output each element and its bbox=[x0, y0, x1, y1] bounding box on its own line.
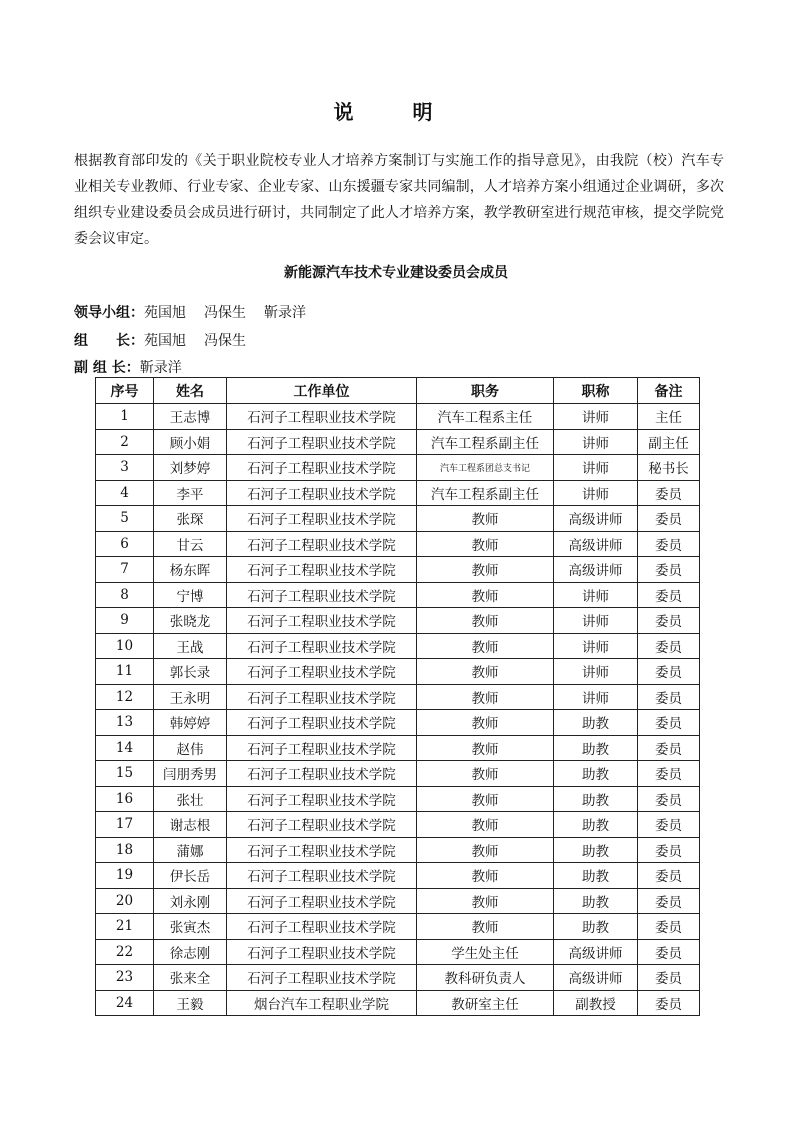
intro-paragraph: 根据教育部印发的《关于职业院校专业人才培养方案制订与实施工作的指导意见》，由我院（校）汽车专业相关专业教师、行业专家、企业专家、山东援疆专家共同编制，人才培养方案小组通过企业调研，多次组织专业建设委员会成员进行研讨，共同制定了此人才培养方案，教学教研室进行规范审核，提交学院党委会议审定。 bbox=[74, 153, 724, 247]
cell-title: 助教 bbox=[554, 888, 638, 914]
cell-index: 18 bbox=[96, 837, 154, 863]
cell-remark: 委员 bbox=[638, 761, 700, 787]
cell-position: 教师 bbox=[417, 582, 554, 608]
cell-title: 高级讲师 bbox=[554, 557, 638, 583]
cell-position: 教师 bbox=[417, 531, 554, 557]
cell-remark: 委员 bbox=[638, 659, 700, 685]
col-header-remark: 备注 bbox=[638, 378, 700, 404]
table-row bbox=[96, 863, 700, 889]
cell-position: 教师 bbox=[417, 888, 554, 914]
table-row bbox=[96, 429, 700, 455]
roster-label: 组 长： bbox=[74, 333, 144, 349]
table-row bbox=[96, 633, 700, 659]
cell-title: 讲师 bbox=[554, 582, 638, 608]
table-row bbox=[96, 939, 700, 965]
cell-position: 教科研负责人 bbox=[417, 965, 554, 991]
cell-remark: 主任 bbox=[638, 404, 700, 430]
cell-name: 王志博 bbox=[154, 404, 227, 430]
cell-title: 助教 bbox=[554, 735, 638, 761]
cell-name: 王战 bbox=[154, 633, 227, 659]
cell-title: 讲师 bbox=[554, 455, 638, 481]
table-row bbox=[96, 582, 700, 608]
table-header-row bbox=[96, 378, 700, 404]
cell-remark: 委员 bbox=[638, 812, 700, 838]
cell-name: 徐志刚 bbox=[154, 939, 227, 965]
cell-remark: 委员 bbox=[638, 608, 700, 634]
cell-unit: 石河子工程职业技术学院 bbox=[227, 531, 417, 557]
cell-title: 助教 bbox=[554, 710, 638, 736]
cell-remark: 委员 bbox=[638, 531, 700, 557]
cell-unit: 石河子工程职业技术学院 bbox=[227, 480, 417, 506]
cell-index: 5 bbox=[96, 506, 154, 532]
committee-title: 新能源汽车技术专业建设委员会成员 bbox=[284, 265, 508, 281]
cell-index: 10 bbox=[96, 633, 154, 659]
cell-name: 韩婷婷 bbox=[154, 710, 227, 736]
cell-title: 助教 bbox=[554, 837, 638, 863]
table-row bbox=[96, 812, 700, 838]
cell-index: 16 bbox=[96, 786, 154, 812]
cell-name: 张来全 bbox=[154, 965, 227, 991]
cell-remark: 秘书长 bbox=[638, 455, 700, 481]
cell-remark: 委员 bbox=[638, 633, 700, 659]
cell-index: 24 bbox=[96, 990, 154, 1016]
committee-table bbox=[95, 377, 700, 1016]
table-row bbox=[96, 506, 700, 532]
cell-name: 宁博 bbox=[154, 582, 227, 608]
cell-unit: 石河子工程职业技术学院 bbox=[227, 863, 417, 889]
cell-title: 助教 bbox=[554, 812, 638, 838]
col-header-position: 职务 bbox=[417, 378, 554, 404]
cell-position: 教研室主任 bbox=[417, 990, 554, 1016]
table-row bbox=[96, 965, 700, 991]
roster-line-deputy bbox=[74, 357, 200, 377]
roster-member: 靳录洋 bbox=[264, 305, 306, 321]
cell-remark: 委员 bbox=[638, 965, 700, 991]
cell-position: 教师 bbox=[417, 863, 554, 889]
cell-remark: 委员 bbox=[638, 480, 700, 506]
cell-title: 高级讲师 bbox=[554, 939, 638, 965]
table-row bbox=[96, 990, 700, 1016]
roster-member: 苑国旭 bbox=[144, 305, 186, 321]
cell-title: 助教 bbox=[554, 786, 638, 812]
cell-index: 19 bbox=[96, 863, 154, 889]
cell-index: 14 bbox=[96, 735, 154, 761]
cell-unit: 石河子工程职业技术学院 bbox=[227, 608, 417, 634]
cell-remark: 副主任 bbox=[638, 429, 700, 455]
roster-member: 苑国旭 bbox=[144, 333, 186, 349]
cell-name: 张琛 bbox=[154, 506, 227, 532]
cell-remark: 委员 bbox=[638, 888, 700, 914]
cell-index: 2 bbox=[96, 429, 154, 455]
cell-title: 讲师 bbox=[554, 404, 638, 430]
cell-index: 9 bbox=[96, 608, 154, 634]
cell-name: 张壮 bbox=[154, 786, 227, 812]
cell-unit: 石河子工程职业技术学院 bbox=[227, 786, 417, 812]
cell-remark: 委员 bbox=[638, 684, 700, 710]
cell-index: 12 bbox=[96, 684, 154, 710]
roster-label: 副 组 长： bbox=[74, 360, 140, 376]
table-row bbox=[96, 404, 700, 430]
cell-title: 高级讲师 bbox=[554, 506, 638, 532]
cell-remark: 委员 bbox=[638, 863, 700, 889]
cell-title: 讲师 bbox=[554, 429, 638, 455]
roster-member: 靳录洋 bbox=[139, 360, 182, 376]
cell-remark: 委员 bbox=[638, 837, 700, 863]
table-row bbox=[96, 608, 700, 634]
table-row bbox=[96, 684, 700, 710]
cell-position: 教师 bbox=[417, 812, 554, 838]
cell-unit: 石河子工程职业技术学院 bbox=[227, 837, 417, 863]
cell-title: 助教 bbox=[554, 914, 638, 940]
cell-title: 讲师 bbox=[554, 684, 638, 710]
cell-unit: 石河子工程职业技术学院 bbox=[227, 735, 417, 761]
table-row bbox=[96, 735, 700, 761]
cell-remark: 委员 bbox=[638, 914, 700, 940]
roster-label: 领导小组： bbox=[74, 305, 144, 321]
cell-title: 讲师 bbox=[554, 633, 638, 659]
col-header-unit: 工作单位 bbox=[227, 378, 417, 404]
cell-title: 高级讲师 bbox=[554, 965, 638, 991]
cell-unit: 石河子工程职业技术学院 bbox=[227, 812, 417, 838]
cell-title: 高级讲师 bbox=[554, 531, 638, 557]
cell-position: 教师 bbox=[417, 837, 554, 863]
cell-name: 闫朋秀男 bbox=[154, 761, 227, 787]
cell-index: 7 bbox=[96, 557, 154, 583]
cell-name: 顾小娟 bbox=[154, 429, 227, 455]
page-title: 说 明 bbox=[333, 100, 459, 124]
cell-index: 3 bbox=[96, 455, 154, 481]
cell-index: 6 bbox=[96, 531, 154, 557]
cell-name: 伊长岳 bbox=[154, 863, 227, 889]
cell-position: 教师 bbox=[417, 786, 554, 812]
cell-position: 教师 bbox=[417, 914, 554, 940]
roster-line-leadership bbox=[74, 302, 324, 322]
cell-position: 教师 bbox=[417, 608, 554, 634]
col-header-index: 序号 bbox=[96, 378, 154, 404]
cell-unit: 石河子工程职业技术学院 bbox=[227, 582, 417, 608]
cell-title: 助教 bbox=[554, 761, 638, 787]
cell-name: 张寅杰 bbox=[154, 914, 227, 940]
table-row bbox=[96, 761, 700, 787]
cell-index: 21 bbox=[96, 914, 154, 940]
cell-unit: 石河子工程职业技术学院 bbox=[227, 710, 417, 736]
table-row bbox=[96, 557, 700, 583]
cell-name: 王毅 bbox=[154, 990, 227, 1016]
col-header-name: 姓名 bbox=[154, 378, 227, 404]
table-row bbox=[96, 455, 700, 481]
cell-name: 杨东晖 bbox=[154, 557, 227, 583]
table-row bbox=[96, 659, 700, 685]
cell-unit: 石河子工程职业技术学院 bbox=[227, 633, 417, 659]
cell-unit: 石河子工程职业技术学院 bbox=[227, 429, 417, 455]
cell-title: 讲师 bbox=[554, 480, 638, 506]
cell-position: 教师 bbox=[417, 506, 554, 532]
cell-position: 教师 bbox=[417, 633, 554, 659]
cell-unit: 石河子工程职业技术学院 bbox=[227, 888, 417, 914]
table-row bbox=[96, 888, 700, 914]
cell-remark: 委员 bbox=[638, 582, 700, 608]
cell-position: 汽车工程系团总支书记 bbox=[417, 455, 554, 481]
roster-line-leader bbox=[74, 330, 264, 350]
cell-index: 22 bbox=[96, 939, 154, 965]
cell-position: 汽车工程系副主任 bbox=[417, 429, 554, 455]
cell-unit: 石河子工程职业技术学院 bbox=[227, 939, 417, 965]
cell-name: 李平 bbox=[154, 480, 227, 506]
cell-remark: 委员 bbox=[638, 710, 700, 736]
table-row bbox=[96, 837, 700, 863]
cell-title: 副教授 bbox=[554, 990, 638, 1016]
cell-remark: 委员 bbox=[638, 735, 700, 761]
cell-index: 1 bbox=[96, 404, 154, 430]
cell-name: 刘梦婷 bbox=[154, 455, 227, 481]
cell-unit: 石河子工程职业技术学院 bbox=[227, 914, 417, 940]
cell-unit: 石河子工程职业技术学院 bbox=[227, 684, 417, 710]
table-row bbox=[96, 786, 700, 812]
cell-unit: 石河子工程职业技术学院 bbox=[227, 506, 417, 532]
cell-unit: 烟台汽车工程职业学院 bbox=[227, 990, 417, 1016]
cell-index: 15 bbox=[96, 761, 154, 787]
cell-index: 4 bbox=[96, 480, 154, 506]
cell-position: 教师 bbox=[417, 684, 554, 710]
cell-position: 教师 bbox=[417, 761, 554, 787]
table-row bbox=[96, 480, 700, 506]
cell-unit: 石河子工程职业技术学院 bbox=[227, 965, 417, 991]
cell-position: 教师 bbox=[417, 659, 554, 685]
cell-title: 助教 bbox=[554, 863, 638, 889]
cell-name: 王永明 bbox=[154, 684, 227, 710]
cell-index: 20 bbox=[96, 888, 154, 914]
roster-member: 冯保生 bbox=[204, 333, 246, 349]
cell-remark: 委员 bbox=[638, 506, 700, 532]
cell-name: 赵伟 bbox=[154, 735, 227, 761]
cell-index: 13 bbox=[96, 710, 154, 736]
table-row bbox=[96, 710, 700, 736]
cell-unit: 石河子工程职业技术学院 bbox=[227, 761, 417, 787]
cell-position: 教师 bbox=[417, 710, 554, 736]
cell-unit: 石河子工程职业技术学院 bbox=[227, 659, 417, 685]
cell-name: 甘云 bbox=[154, 531, 227, 557]
cell-position: 教师 bbox=[417, 735, 554, 761]
cell-index: 11 bbox=[96, 659, 154, 685]
col-header-title: 职称 bbox=[554, 378, 638, 404]
cell-position: 教师 bbox=[417, 557, 554, 583]
cell-title: 讲师 bbox=[554, 608, 638, 634]
cell-name: 郭长录 bbox=[154, 659, 227, 685]
cell-index: 8 bbox=[96, 582, 154, 608]
cell-name: 张晓龙 bbox=[154, 608, 227, 634]
cell-index: 23 bbox=[96, 965, 154, 991]
cell-remark: 委员 bbox=[638, 939, 700, 965]
cell-remark: 委员 bbox=[638, 557, 700, 583]
cell-position: 汽车工程系副主任 bbox=[417, 480, 554, 506]
cell-position: 汽车工程系主任 bbox=[417, 404, 554, 430]
table-row bbox=[96, 531, 700, 557]
cell-unit: 石河子工程职业技术学院 bbox=[227, 455, 417, 481]
cell-name: 刘永刚 bbox=[154, 888, 227, 914]
roster-member: 冯保生 bbox=[204, 305, 246, 321]
cell-index: 17 bbox=[96, 812, 154, 838]
cell-name: 谢志根 bbox=[154, 812, 227, 838]
table-row bbox=[96, 914, 700, 940]
cell-title: 讲师 bbox=[554, 659, 638, 685]
cell-position: 学生处主任 bbox=[417, 939, 554, 965]
cell-name: 蒲娜 bbox=[154, 837, 227, 863]
cell-remark: 委员 bbox=[638, 786, 700, 812]
cell-remark: 委员 bbox=[638, 990, 700, 1016]
cell-unit: 石河子工程职业技术学院 bbox=[227, 404, 417, 430]
cell-unit: 石河子工程职业技术学院 bbox=[227, 557, 417, 583]
